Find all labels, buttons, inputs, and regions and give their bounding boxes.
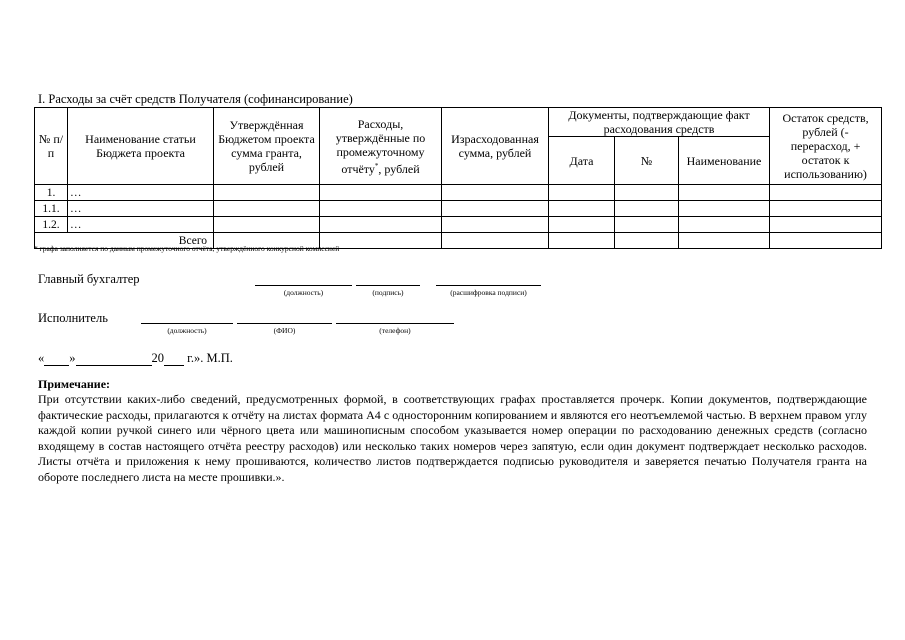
- table-row: [35, 185, 882, 201]
- header-documents-group: Документы, подтверждающие факт расходования средств: [549, 108, 770, 137]
- date-open-quote: «: [38, 351, 45, 365]
- year-blank: [164, 353, 184, 366]
- header-doc-number: №: [615, 137, 679, 185]
- table-row: [35, 201, 882, 217]
- row-num: 1.: [35, 185, 68, 201]
- row-name: …: [68, 185, 214, 201]
- date-close-quote: »: [69, 351, 76, 365]
- date-suffix: г.». М.П.: [187, 351, 233, 365]
- chief-accountant-label: Главный бухгалтер: [38, 272, 140, 286]
- day-blank: [44, 353, 69, 366]
- position-caption: (должность): [167, 326, 207, 335]
- signature-caption: (подпись): [372, 288, 404, 297]
- header-interim-expenses: [320, 108, 442, 185]
- header-doc-name: Наименование: [679, 137, 770, 185]
- header-interim-expenses-tail: , рублей: [378, 161, 420, 176]
- position-caption: (должность): [283, 288, 324, 297]
- footnote: * графа заполняется по данным промежуточного отчёта, утверждённого конкурсной комиссией: [34, 244, 340, 253]
- signature-decoding-caption: (расшифровка подписи): [450, 288, 527, 297]
- header-item-name: Наименование статьи Бюджета проекта: [68, 108, 214, 185]
- total-label: Всего: [35, 233, 214, 249]
- chief-accountant-signature-line: [356, 285, 420, 286]
- executor-phone-line: [336, 323, 454, 324]
- footnote-marker: *: [374, 161, 379, 170]
- year-prefix: 20: [151, 351, 164, 365]
- month-blank: [76, 353, 152, 366]
- section-title: I. Расходы за счёт средств Получателя (софинансирование): [38, 92, 353, 106]
- date-line: [38, 351, 233, 366]
- table-row: [35, 217, 882, 233]
- phone-caption: (телефон): [379, 326, 411, 335]
- chief-accountant-name-line: [436, 285, 541, 286]
- note-title: Примечание:: [38, 377, 111, 391]
- row-name: …: [68, 201, 214, 217]
- header-spent: Израсходованная сумма, рублей: [442, 108, 549, 185]
- note-text: При отсутствии каких-либо сведений, предусмотренных формой, в соответствующих графах проставляется прочерк. Копии документов, подтверждающие фактические расходы, прилагаются к отчёту на листах формата А4 с односторонним копированием и являются его неотъемлемой частью. В верхнем правом углу каждой копии ручкой синего или чёрного цвета или машинописным способом указывается номер операции по расходованию денежных средств (согласно входящему в состав настоящего отчёта реестру расходов) или несколько таких номеров через запятую, если один документ подтверждает несколько расходов. Листы отчёта и приложения к нему прошиваются, количество листов подтверждается подписью руководителя и заверяется печатью Получателя гранта на обороте последнего листа на месте прошивки.».: [38, 392, 867, 484]
- header-balance: Остаток средств, рублей (- перерасход, + остаток к использованию): [770, 108, 882, 185]
- header-approved-budget: Утверждённая Бюджетом проекта сумма гранта, рублей: [214, 108, 320, 185]
- header-interim-expenses-text: Расходы, утверждённые по промежуточному отчёту: [335, 116, 426, 176]
- executor-position-line: [141, 323, 233, 324]
- row-num: 1.2.: [35, 217, 68, 233]
- executor-label: Исполнитель: [38, 311, 108, 325]
- row-num: 1.1.: [35, 201, 68, 217]
- chief-accountant-position-line: [255, 285, 352, 286]
- header-num: № п/п: [35, 108, 68, 185]
- expenses-table: [34, 107, 882, 249]
- row-name: …: [68, 217, 214, 233]
- executor-name-line: [237, 323, 332, 324]
- header-doc-date: Дата: [549, 137, 615, 185]
- fio-caption: (ФИО): [273, 326, 296, 335]
